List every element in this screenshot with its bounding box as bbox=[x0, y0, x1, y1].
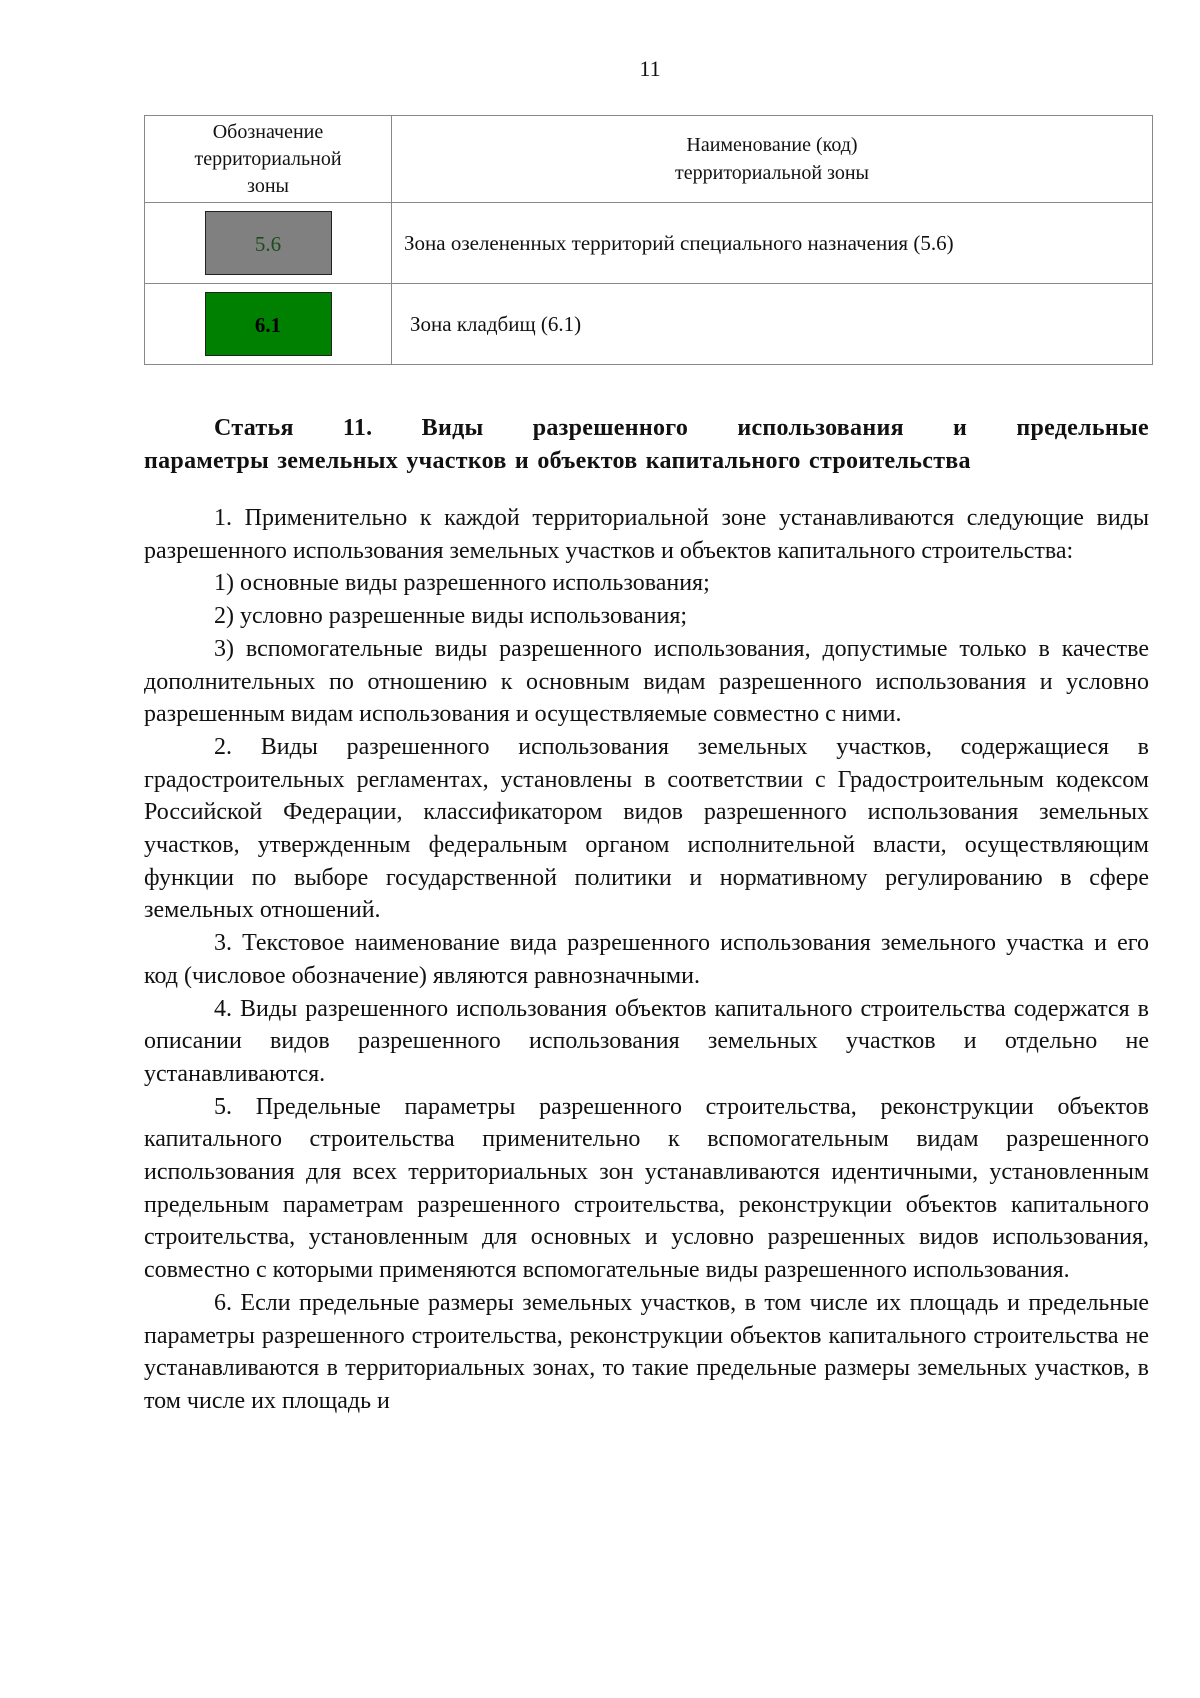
header-designation-line: Обозначение bbox=[212, 120, 324, 143]
paragraph: 6. Если предельные размеры земельных участков, в том числе их площадь и предельные параметры разрешенного строительства, реконструкции объектов капитального строительства не устанавливаются в территориальных зонах, то такие предельные размеры земельных участков, в том числе их площадь и bbox=[144, 1289, 1149, 1414]
article-body bbox=[144, 502, 1149, 1418]
zone-name: Зона озелененных территорий специального назначения (5.6) bbox=[392, 203, 1153, 284]
article-title-line: параметры земельных участков и объектов капитального строительства bbox=[144, 448, 971, 474]
paragraph: 1) основные виды разрешенного использования; bbox=[214, 570, 710, 597]
header-zone-name-line: территориальной зоны bbox=[675, 162, 869, 184]
article-title bbox=[144, 412, 1149, 478]
article-title-line: Статья 11. Виды разрешенного использования и предельные bbox=[214, 415, 1149, 441]
paragraph: 2) условно разрешенные виды использования; bbox=[214, 603, 688, 630]
header-designation-line: территориальной bbox=[194, 147, 342, 170]
paragraph: 3. Текстовое наименование вида разрешенного использования земельного участка и его код (числовое обозначение) являются равнозначными. bbox=[144, 930, 1149, 989]
paragraph: 2. Виды разрешенного использования земельных участков, содержащиеся в градостроительных регламентах, установлены в соответствии с Градостроительным кодексом Российской Федерации, классификатором видов разрешенного использования земельных участков, утвержденным федеральным органом исполнительной власти, осуществляющим функции по выборе государственной политики и нормативному регулированию в сфере земельных отношений. bbox=[144, 733, 1149, 924]
paragraph: 4. Виды разрешенного использования объектов капитального строительства содержатся в описании видов разрешенного использования земельных участков и отдельно не устанавливаются. bbox=[144, 995, 1149, 1087]
table-header-row bbox=[145, 116, 1153, 203]
table-row bbox=[145, 203, 1153, 284]
paragraph: 5. Предельные параметры разрешенного строительства, реконструкции объектов капитального строительства применительно к вспомогательным видам разрешенного использования для всех территориальных зон устанавливаются идентичными, установленным предельным параметрам разрешенного строительства, реконструкции объектов капитального строительства, установленным для основных и условно разрешенных видов использования, совместно с которыми применяются вспомогательные виды разрешенного использования. bbox=[144, 1093, 1149, 1284]
zone-swatch-cell bbox=[145, 284, 392, 365]
paragraph: 1. Применительно к каждой территориальной зоне устанавливаются следующие виды разрешенного использования земельных участков и объектов капитального строительства: bbox=[144, 505, 1149, 564]
zone-legend-table bbox=[144, 115, 1153, 365]
zone-swatch-cell bbox=[145, 203, 392, 284]
page-number: 11 bbox=[639, 56, 661, 81]
header-designation bbox=[145, 116, 392, 203]
header-designation-line: зоны bbox=[247, 174, 289, 197]
zone-name: Зона кладбищ (6.1) bbox=[392, 284, 1153, 365]
paragraph: 3) вспомогательные виды разрешенного использования, допустимые только в качестве дополнительных по отношению к основным видам разрешенного использования и условно разрешенным видам использования и осуществляемые совместно с ними. bbox=[144, 635, 1149, 728]
zone-color-swatch: 6.1 bbox=[205, 292, 332, 356]
header-zone-name-line: Наименование (код) bbox=[686, 134, 858, 156]
zone-color-swatch: 5.6 bbox=[205, 211, 332, 275]
table-row bbox=[145, 284, 1153, 365]
header-zone-name bbox=[392, 116, 1153, 203]
